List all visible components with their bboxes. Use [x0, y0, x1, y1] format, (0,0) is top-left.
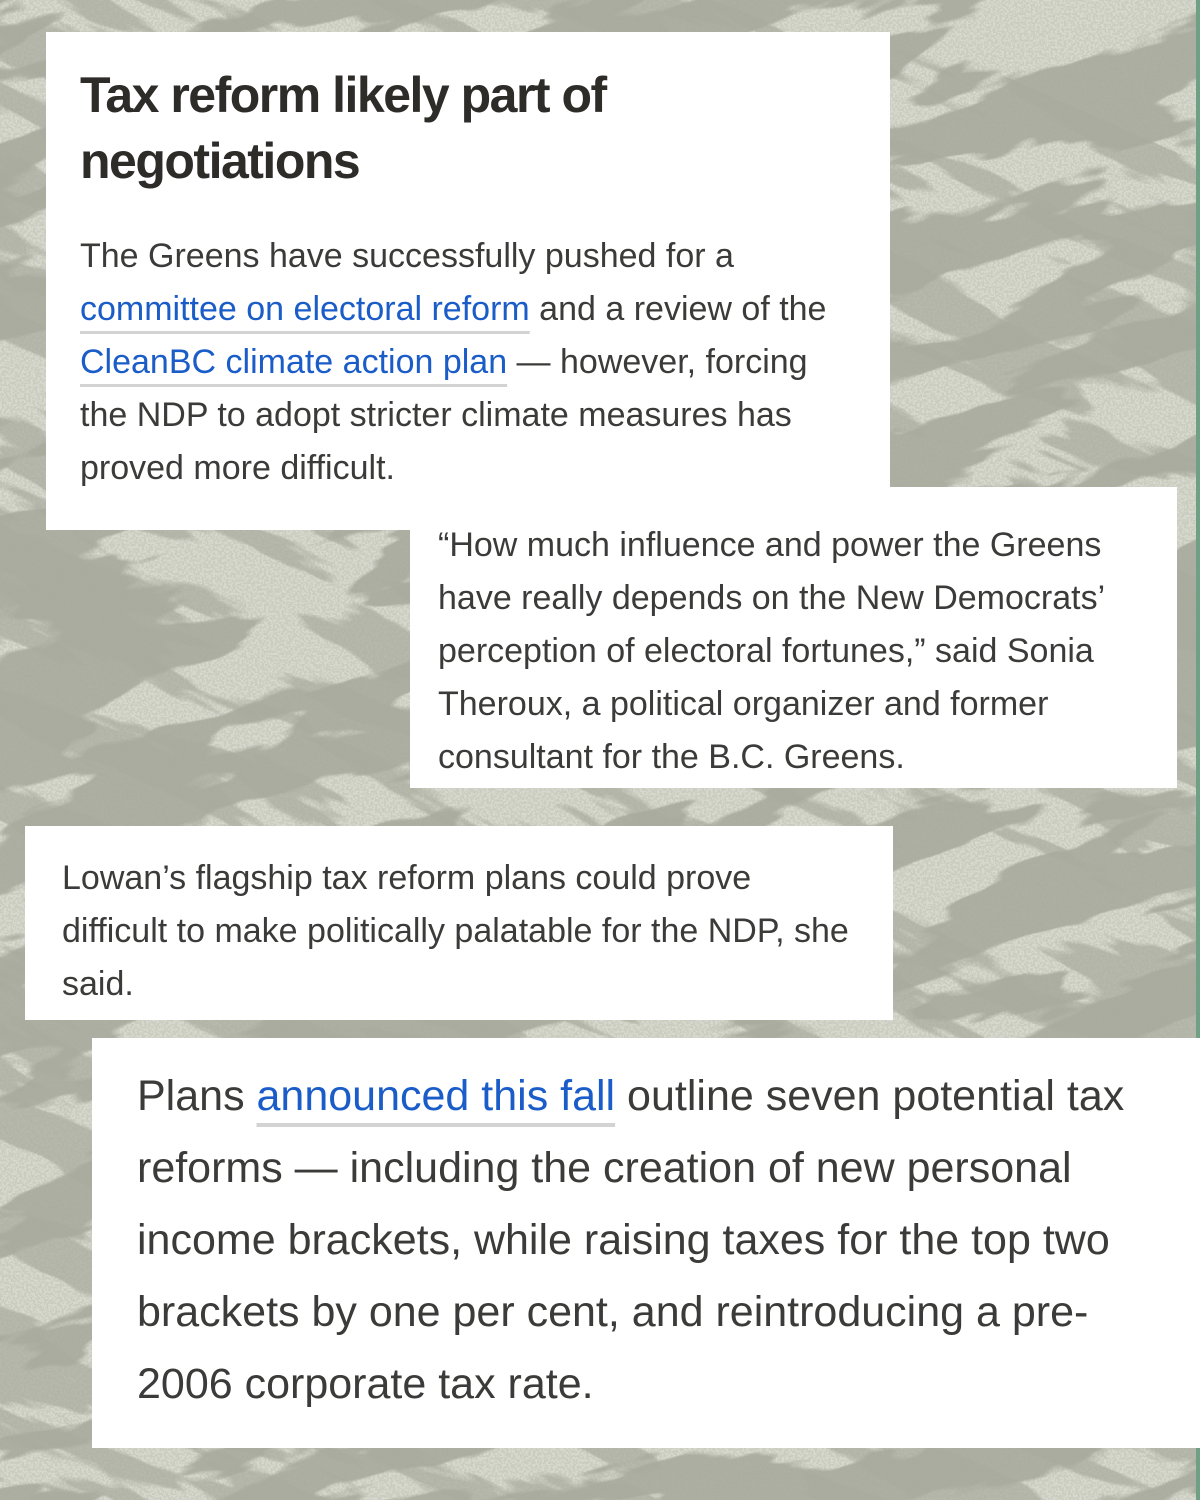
followup-text: Lowan’s flagship tax reform plans could prove difficult to make politically palatable for the NDP, she said. [62, 859, 849, 1003]
quote-text: “How much influence and power the Greens have really depends on the New Democrats’ perception of electoral fortunes,” said Sonia Theroux, a political organizer and former consultant for the B.C. Greens. [438, 526, 1104, 776]
lead-paragraph [80, 230, 860, 495]
headline-card [46, 32, 890, 530]
quote-card [410, 487, 1177, 788]
text-run: — however, forcing the NDP to adopt stricter climate measures has proved more difficult. [80, 343, 808, 487]
text-run: The Greens have successfully pushed for a [80, 237, 734, 275]
followup-card [25, 826, 893, 1020]
text-run: and a review of the [529, 290, 827, 328]
link-committee-on-electoral-reform[interactable]: committee on electoral reform [80, 290, 530, 328]
link-cleanbc-climate-action-plan[interactable]: CleanBC climate action plan [80, 343, 508, 381]
plans-card [92, 1038, 1200, 1448]
text-run: Plans [137, 1072, 257, 1120]
text-run: outline seven potential tax reforms — including the creation of new personal income brackets, while raising taxes for the top two brackets by one per cent, and reintroducing a pre-2006 corporate tax rate. [137, 1072, 1125, 1408]
plans-paragraph [137, 1060, 1152, 1420]
article-heading: Tax reform likely part of negotiations [80, 67, 606, 189]
link-announced-this-fall[interactable]: announced this fall [256, 1072, 616, 1120]
